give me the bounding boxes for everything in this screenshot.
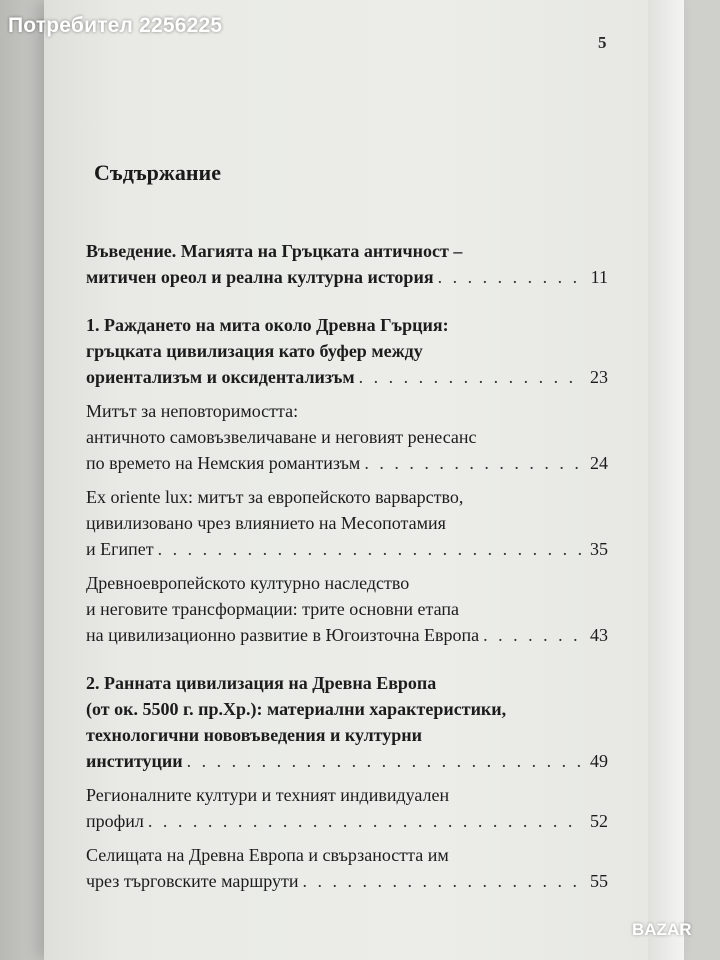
toc-chapter-entry bbox=[86, 670, 608, 774]
toc-entry-last-line bbox=[86, 364, 608, 390]
toc-entry-line: институции bbox=[86, 751, 183, 771]
toc-section-entry bbox=[86, 570, 608, 648]
toc-chapter-entry bbox=[86, 312, 608, 390]
toc-spacer bbox=[86, 390, 608, 398]
toc-entry-line: гръцката цивилизация като буфер между bbox=[86, 341, 423, 361]
toc-section-entry bbox=[86, 842, 608, 894]
bazar-logo: BAZAR bbox=[632, 920, 692, 939]
toc-entry-line: и неговите трансформации: трите основни етапа bbox=[86, 599, 459, 619]
leader-dots bbox=[187, 748, 582, 774]
toc-entry-line: митичен ореол и реална културна история bbox=[86, 267, 434, 287]
toc-spacer bbox=[86, 290, 608, 312]
leader-dots bbox=[483, 622, 582, 648]
toc-spacer bbox=[86, 648, 608, 670]
toc-entry-line: античното самовъзвеличаване и неговият ренесанс bbox=[86, 427, 477, 447]
toc-entry-line: по времето на Немския романтизъм bbox=[86, 453, 361, 473]
leader-dots bbox=[148, 808, 582, 834]
page-edge bbox=[648, 0, 684, 960]
toc-entry-last-line bbox=[86, 536, 608, 562]
toc-entry-line: 1. Раждането на мита около Древна Гърция: bbox=[86, 315, 449, 335]
toc-entry-line: Въведение. Магията на Гръцката античност – bbox=[86, 241, 463, 261]
toc-page-number: 52 bbox=[590, 811, 608, 831]
toc-page-number: 49 bbox=[590, 751, 608, 771]
toc-title: Съдържание bbox=[94, 160, 221, 185]
toc-page-number: 55 bbox=[590, 871, 608, 891]
toc-page-number: 43 bbox=[590, 625, 608, 645]
toc-spacer bbox=[86, 834, 608, 842]
leader-dots bbox=[302, 868, 582, 894]
toc-entry-last-line bbox=[86, 450, 608, 476]
page-number: 5 bbox=[598, 33, 607, 52]
toc-entry-line: (от ок. 5500 г. пр.Хр.): материални характеристики, bbox=[86, 699, 507, 719]
toc-page-number: 35 bbox=[590, 539, 608, 559]
toc-entry-line: Древноевропейското културно наследство bbox=[86, 573, 410, 593]
leader-dots bbox=[364, 450, 582, 476]
toc-entry-line: ориентализъм и оксидентализъм bbox=[86, 367, 355, 387]
leader-dots bbox=[438, 264, 582, 290]
toc-section-entry bbox=[86, 398, 608, 476]
toc-spacer bbox=[86, 774, 608, 782]
book-spine-shadow bbox=[0, 0, 44, 960]
toc-entry-line: на цивилизационно развитие в Югоизточна Европа bbox=[86, 625, 480, 645]
toc-entry-line: и Египет bbox=[86, 539, 154, 559]
toc-section-entry bbox=[86, 484, 608, 562]
user-watermark: Потребител 2256225 bbox=[8, 14, 223, 37]
toc-entry-line: профил bbox=[86, 811, 144, 831]
toc-entry-line: Регионалните култури и техният индивидуален bbox=[86, 785, 450, 805]
toc-entry-line: технологични нововъведения и културни bbox=[86, 725, 423, 745]
leader-dots bbox=[158, 536, 582, 562]
toc-entry-last-line bbox=[86, 808, 608, 834]
toc-entry-last-line bbox=[86, 622, 608, 648]
toc-page-number: 23 bbox=[590, 367, 608, 387]
toc-entry-line: цивилизовано чрез влиянието на Месопотамия bbox=[86, 513, 446, 533]
toc-entry-line: чрез търговските маршрути bbox=[86, 871, 299, 891]
toc-entry-line: 2. Ранната цивилизация на Древна Европа bbox=[86, 673, 437, 693]
toc-spacer bbox=[86, 562, 608, 570]
toc-page-number: 24 bbox=[590, 453, 608, 473]
toc-entry-line: Селищата на Древна Европа и свързаността им bbox=[86, 845, 449, 865]
toc-entry-line: Митът за неповторимостта: bbox=[86, 401, 299, 421]
toc-entry-last-line bbox=[86, 748, 608, 774]
leader-dots bbox=[359, 364, 582, 390]
table-of-contents bbox=[86, 238, 608, 894]
toc-spacer bbox=[86, 476, 608, 484]
toc-entry-last-line bbox=[86, 264, 608, 290]
toc-entry-last-line bbox=[86, 868, 608, 894]
toc-section-entry bbox=[86, 782, 608, 834]
toc-entry-line: Ex oriente lux: митът за европейското варварство, bbox=[86, 487, 464, 507]
toc-chapter-entry bbox=[86, 238, 608, 290]
toc-page-number: 11 bbox=[590, 267, 608, 287]
